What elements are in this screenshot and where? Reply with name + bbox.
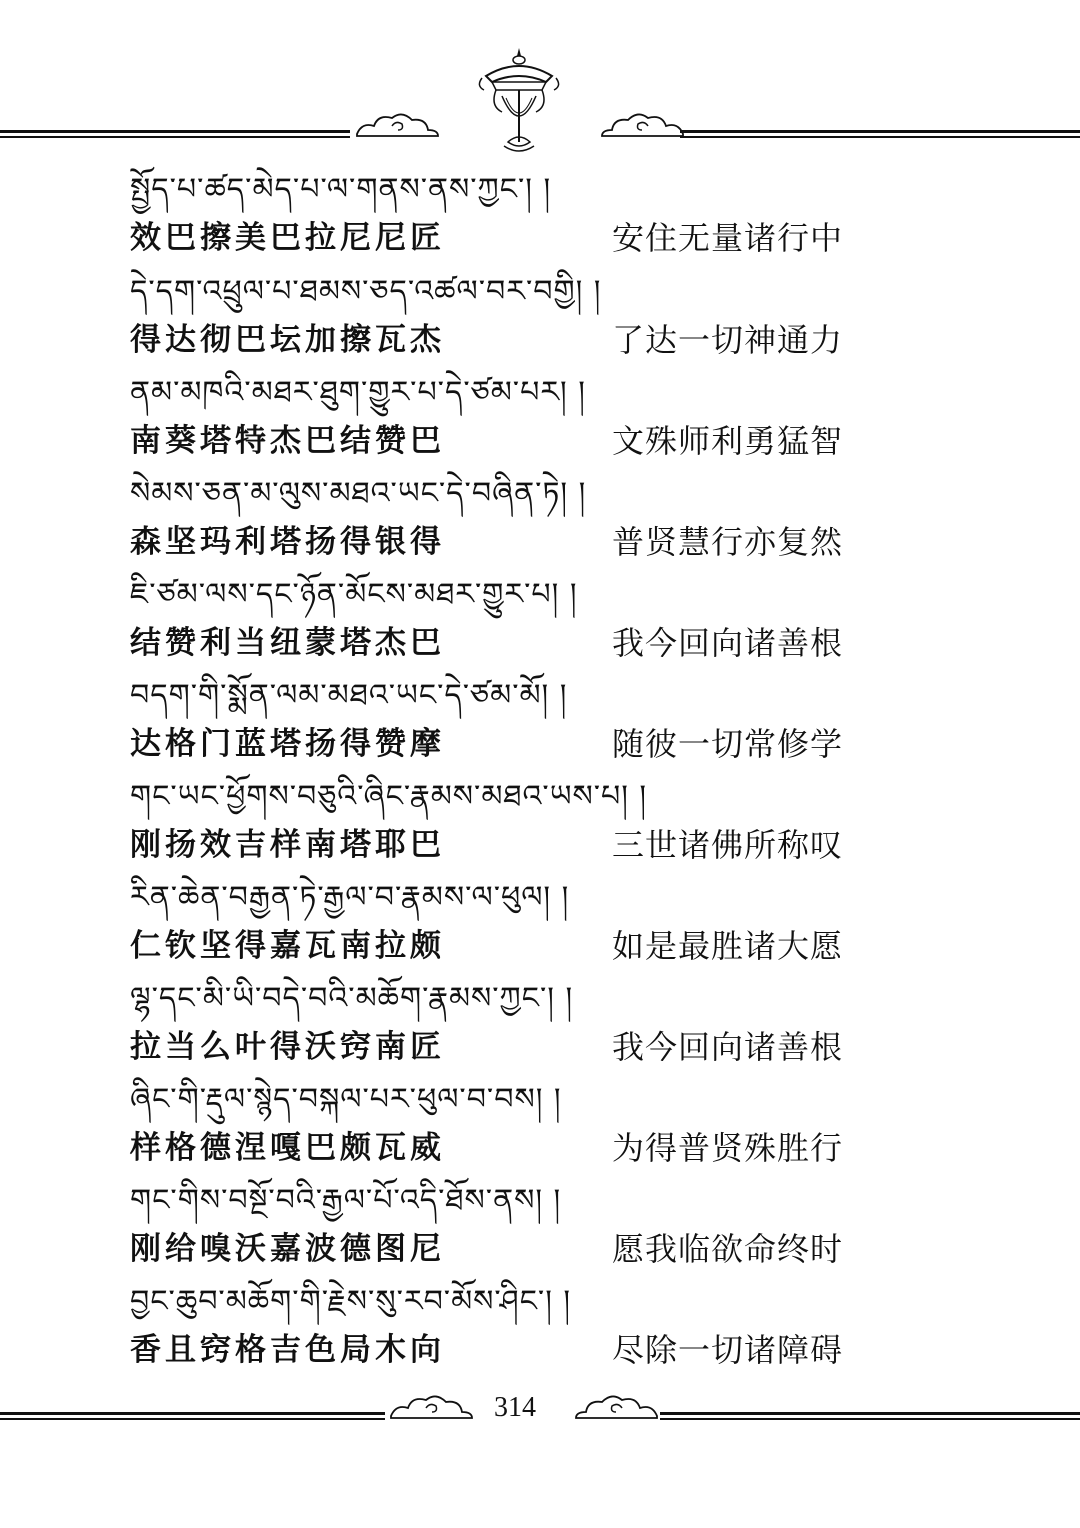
tibetan-line: ཞིང་གི་རྡུལ་སྙེད་བསྐལ་པར་ཕུལ་བ་བས། ། (130, 1082, 562, 1117)
chinese-line: 安住无量诸行中 (612, 219, 844, 257)
parasol-emblem-icon (474, 46, 564, 156)
transliteration-line: 得达彻巴坛加擦瓦杰 (130, 322, 445, 358)
tibetan-line: བྱང་ཆུབ་མཆོག་གི་རྗེས་སུ་རབ་མོས་ཤིང་། ། (130, 1284, 572, 1319)
transliteration-line: 达格门蓝塔扬得赞摩 (130, 726, 445, 762)
footer-rule-right (660, 1412, 1080, 1424)
tibetan-line: ནམ་མཁའི་མཐར་ཐུག་གྱུར་པ་དེ་ཙམ་པར། ། (130, 375, 586, 410)
chinese-line: 文殊师利勇猛智 (612, 422, 844, 460)
transliteration-line: 效巴擦美巴拉尼尼匠 (130, 220, 445, 256)
transliteration-line: 样格德涅嘎巴颇瓦威 (130, 1130, 445, 1166)
tibetan-line: གང་ཡང་ཕྱོགས་བཅུའི་ཞིང་རྣམས་མཐའ་ཡས་པ། ། (130, 779, 648, 814)
chinese-line: 愿我临欲命终时 (612, 1230, 844, 1268)
chinese-line: 尽除一切诸障碍 (612, 1331, 844, 1369)
cloud-ornament-icon (386, 1390, 476, 1422)
page-number: 314 (494, 1392, 536, 1423)
transliteration-line: 结赞利当纽蒙塔杰巴 (130, 625, 445, 661)
header-rule-left (0, 130, 350, 142)
transliteration-line: 刚扬效吉样南塔耶巴 (130, 827, 445, 863)
transliteration-line: 香且窍格吉色局木向 (130, 1332, 445, 1368)
tibetan-line: སྤྱོད་པ་ཚད་མེད་པ་ལ་གནས་ནས་ཀྱང་། ། (130, 172, 552, 207)
tibetan-line: རིན་ཆེན་བརྒྱན་ཏེ་རྒྱལ་བ་རྣམས་ལ་ཕུལ། ། (130, 880, 570, 915)
chinese-line: 我今回向诸善根 (612, 624, 844, 662)
footer-rule-left (0, 1412, 385, 1424)
chinese-line: 如是最胜诸大愿 (612, 927, 844, 965)
tibetan-line: བདག་གི་སྨོན་ལམ་མཐའ་ཡང་དེ་ཙམ་མོ། ། (130, 678, 568, 713)
header-rule-right (680, 130, 1080, 142)
tibetan-line: སེམས་ཅན་མ་ལུས་མཐའ་ཡང་དེ་བཞིན་ཏེ། ། (130, 476, 587, 511)
transliteration-line: 森坚玛利塔扬得银得 (130, 524, 445, 560)
chinese-line: 三世诸佛所称叹 (612, 826, 844, 864)
tibetan-line: དེ་དག་འཕྲུལ་པ་ཐམས་ཅད་འཚལ་བར་བགྱི། ། (130, 274, 602, 309)
chinese-line: 为得普贤殊胜行 (612, 1129, 844, 1167)
tibetan-line: ཇི་ཙམ་ལས་དང་ཉོན་མོངས་མཐར་གྱུར་པ། ། (130, 577, 578, 612)
transliteration-line: 拉当么叶得沃窍南匠 (130, 1029, 445, 1065)
chinese-line: 了达一切神通力 (612, 321, 844, 359)
transliteration-line: 仁钦坚得嘉瓦南拉颇 (130, 928, 445, 964)
chinese-line: 普贤慧行亦复然 (612, 523, 844, 561)
cloud-ornament-icon (352, 108, 442, 140)
tibetan-line: གང་གིས་བསྔོ་བའི་རྒྱལ་པོ་འདི་ཐོས་ནས། ། (130, 1183, 562, 1218)
tibetan-line: ལྷ་དང་མི་ཡི་བདེ་བའི་མཆོག་རྣམས་ཀྱང་། ། (130, 981, 574, 1016)
cloud-ornament-icon (572, 1390, 662, 1422)
transliteration-line: 刚给嗅沃嘉波德图尼 (130, 1231, 445, 1267)
transliteration-line: 南葵塔特杰巴结赞巴 (130, 423, 445, 459)
chinese-line: 我今回向诸善根 (612, 1028, 844, 1066)
chinese-line: 随彼一切常修学 (612, 725, 844, 763)
cloud-ornament-icon (598, 108, 688, 140)
